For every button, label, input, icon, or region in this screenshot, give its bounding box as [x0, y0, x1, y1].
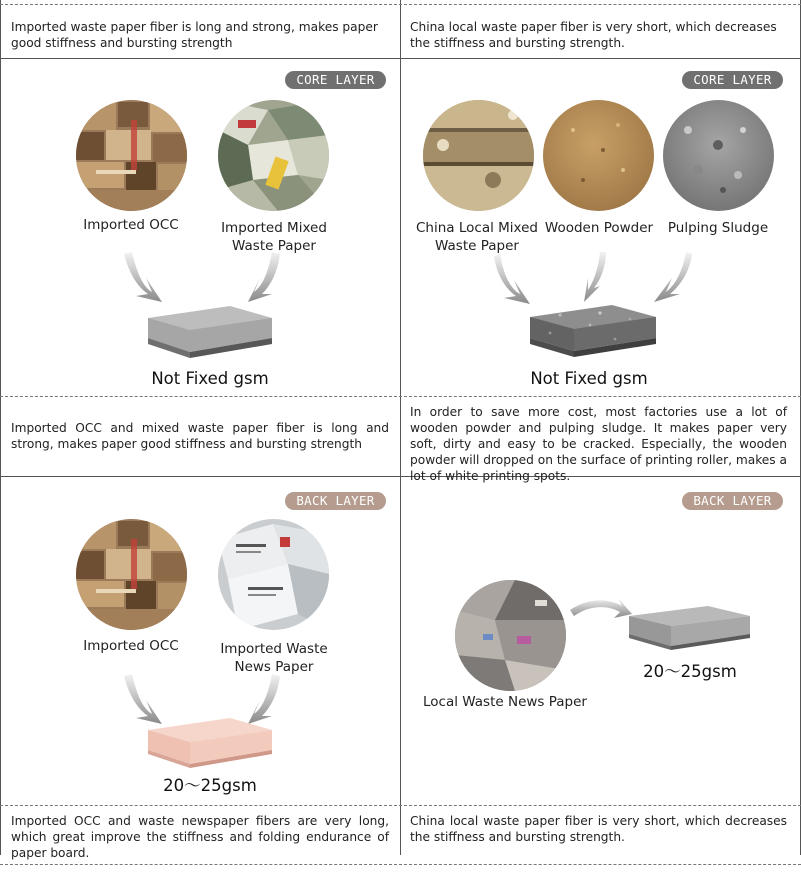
dash-separator-2 [0, 805, 801, 806]
top-right-description: China local waste paper fiber is very short, which decreases the stiffness and bursting strength. [410, 20, 777, 50]
core-right-description: In order to save more cost, most factories use a lot of wooden powder and pulping sludge. It makes paper very soft, dirty and easy to be cracked. Especially, the wooden powder will dropped on the surface of printing roller, makes a lot of white printing spots. [410, 405, 788, 483]
core-left-result: Not Fixed gsm [151, 369, 269, 388]
bottom-dash [0, 864, 801, 865]
core-layer-badge-left: CORE LAYER [285, 71, 386, 89]
local-news-waste-label: Local Waste News Paper [423, 694, 587, 710]
pulping-sludge-photo-icon [663, 100, 774, 211]
core-left-description: Imported OCC and mixed waste paper fiber is long and strong, makes paper good stiffness and bursting strength [11, 421, 389, 451]
imported-newspaper-photo-icon [218, 519, 329, 630]
back-left-result: 20～25gsm [163, 776, 257, 795]
top-left-description: Imported waste paper fiber is long and strong, makes paper good stiffness and bursting strength [11, 20, 378, 50]
china-mixed-waste-label: China Local Mixed Waste Paper [416, 220, 538, 254]
imported-mixed-waste-label: Imported Mixed Waste Paper [221, 220, 327, 254]
imported-occ-photo-icon [76, 100, 187, 211]
imported-newspaper-label: Imported Waste News Paper [220, 641, 328, 675]
wooden-powder-photo-icon [543, 100, 654, 211]
core-left-board-icon [0, 310, 400, 370]
back-layer-badge-right: BACK LAYER [682, 492, 783, 510]
back-left-pink-board-icon [0, 722, 400, 782]
core-right-rough-board-icon [400, 305, 800, 365]
wooden-powder-label: Wooden Powder [544, 220, 654, 236]
imported-mixed-waste-photo-icon [218, 100, 329, 211]
back-left-description: Imported OCC and waste newspaper fibers are very long, which great improve the stiffness and folding endurance of paper board. [11, 814, 389, 860]
back-layer-badge-left: BACK LAYER [285, 492, 386, 510]
pulping-sludge-label: Pulping Sludge [667, 220, 769, 236]
back-right-description: China local waste paper fiber is very short, which decreases the stiffness and bursting strength. [410, 814, 787, 844]
top-dash [0, 4, 801, 5]
imported-occ-label: Imported OCC [83, 217, 179, 233]
row-separator-1 [0, 58, 801, 59]
core-right-result: Not Fixed gsm [530, 369, 648, 388]
back-right-board-icon [400, 604, 800, 664]
imported-occ-label-back: Imported OCC [83, 638, 179, 654]
china-mixed-waste-photo-icon [423, 100, 534, 211]
dash-separator-1 [0, 396, 801, 397]
center-divider [400, 0, 401, 855]
back-right-result: 20～25gsm [643, 662, 737, 681]
core-layer-badge-right: CORE LAYER [682, 71, 783, 89]
imported-occ-photo-icon-back [76, 519, 187, 630]
